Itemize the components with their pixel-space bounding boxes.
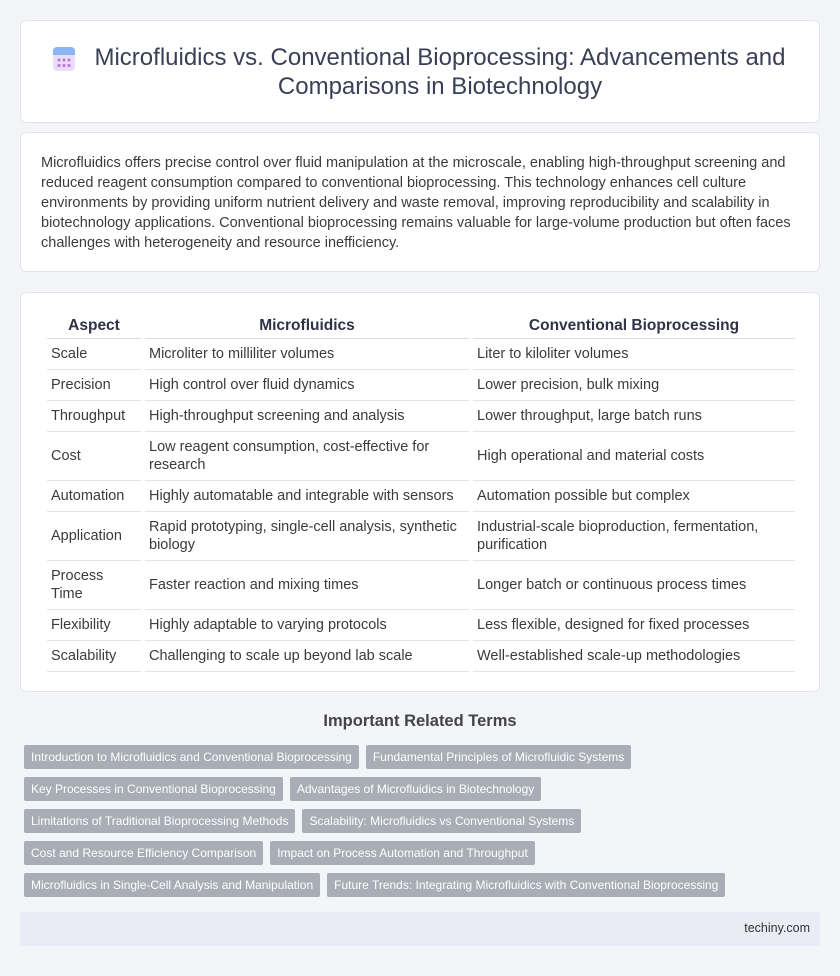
related-term-tag[interactable]: Scalability: Microfluidics vs Conventional Systems [302, 809, 581, 833]
related-term-tag[interactable]: Future Trends: Integrating Microfluidics with Conventional Bioprocessing [327, 873, 725, 897]
row-aspect: Cost [47, 432, 141, 481]
related-term-tag[interactable]: Introduction to Microfluidics and Conventional Bioprocessing [24, 745, 359, 769]
table-row [47, 432, 795, 481]
row-conventional: Automation possible but complex [473, 481, 795, 512]
table-row [47, 339, 795, 370]
row-conventional: Longer batch or continuous process times [473, 561, 795, 610]
row-aspect: Scalability [47, 641, 141, 672]
row-aspect: Throughput [47, 401, 141, 432]
table-row [47, 610, 795, 641]
related-term-tag[interactable]: Cost and Resource Efficiency Comparison [24, 841, 263, 865]
comparison-table-card [20, 292, 820, 692]
table-row [47, 370, 795, 401]
table-row [47, 641, 795, 672]
related-term-tag[interactable]: Microfluidics in Single-Cell Analysis and Manipulation [24, 873, 320, 897]
row-conventional: Lower throughput, large batch runs [473, 401, 795, 432]
row-microfluidics: Rapid prototyping, single-cell analysis, synthetic biology [145, 512, 469, 561]
column-header-microfluidics: Microfluidics [145, 313, 469, 339]
table-row [47, 561, 795, 610]
footer-site-link[interactable]: techiny.com [744, 921, 810, 935]
row-microfluidics: High control over fluid dynamics [145, 370, 469, 401]
page-title: Microfluidics vs. Conventional Bioprocessing: Advancements and Comparisons in Biotechnology [94, 44, 786, 100]
row-microfluidics: Faster reaction and mixing times [145, 561, 469, 610]
row-aspect: Flexibility [47, 610, 141, 641]
row-conventional: Well-established scale-up methodologies [473, 641, 795, 672]
row-microfluidics: Highly adaptable to varying protocols [145, 610, 469, 641]
row-aspect: Precision [47, 370, 141, 401]
related-terms-list [24, 745, 814, 905]
row-conventional: Liter to kiloliter volumes [473, 339, 795, 370]
row-microfluidics: Challenging to scale up beyond lab scale [145, 641, 469, 672]
row-aspect: Automation [47, 481, 141, 512]
related-term-tag[interactable]: Impact on Process Automation and Throughput [270, 841, 535, 865]
footer [20, 912, 820, 946]
row-aspect: Scale [47, 339, 141, 370]
row-conventional: High operational and material costs [473, 432, 795, 481]
row-aspect: Application [47, 512, 141, 561]
header-card [20, 20, 820, 123]
row-microfluidics: High-throughput screening and analysis [145, 401, 469, 432]
row-microfluidics: Microliter to milliliter volumes [145, 339, 469, 370]
row-microfluidics: Highly automatable and integrable with sensors [145, 481, 469, 512]
row-microfluidics: Low reagent consumption, cost-effective for research [145, 432, 469, 481]
column-header-conventional: Conventional Bioprocessing [473, 313, 795, 339]
comparison-table [43, 313, 799, 672]
table-row [47, 481, 795, 512]
related-term-tag[interactable]: Limitations of Traditional Bioprocessing Methods [24, 809, 295, 833]
intro-card [20, 132, 820, 272]
related-term-tag[interactable]: Key Processes in Conventional Bioprocessing [24, 777, 283, 801]
row-conventional: Industrial-scale bioproduction, fermentation, purification [473, 512, 795, 561]
row-aspect: Process Time [47, 561, 141, 610]
row-conventional: Less flexible, designed for fixed processes [473, 610, 795, 641]
related-term-tag[interactable]: Fundamental Principles of Microfluidic Systems [366, 745, 631, 769]
table-row [47, 512, 795, 561]
related-term-tag[interactable]: Advantages of Microfluidics in Biotechnology [290, 777, 541, 801]
column-header-aspect: Aspect [47, 313, 141, 339]
table-row [47, 401, 795, 432]
related-terms-title: Important Related Terms [323, 712, 517, 730]
row-conventional: Lower precision, bulk mixing [473, 370, 795, 401]
intro-paragraph: Microfluidics offers precise control over fluid manipulation at the microscale, enabling high-throughput screening and reduced reagent consumption compared to conventional bioprocessing. This technology enhances cell culture environments by providing uniform nutrient delivery and waste removal, improving reproducibility and scalability in biotechnology applications. Conventional bioprocessing remains valuable for large-volume production but often faces challenges with heterogeneity and resource inefficiency. [41, 155, 791, 251]
table-header-row [47, 313, 795, 339]
